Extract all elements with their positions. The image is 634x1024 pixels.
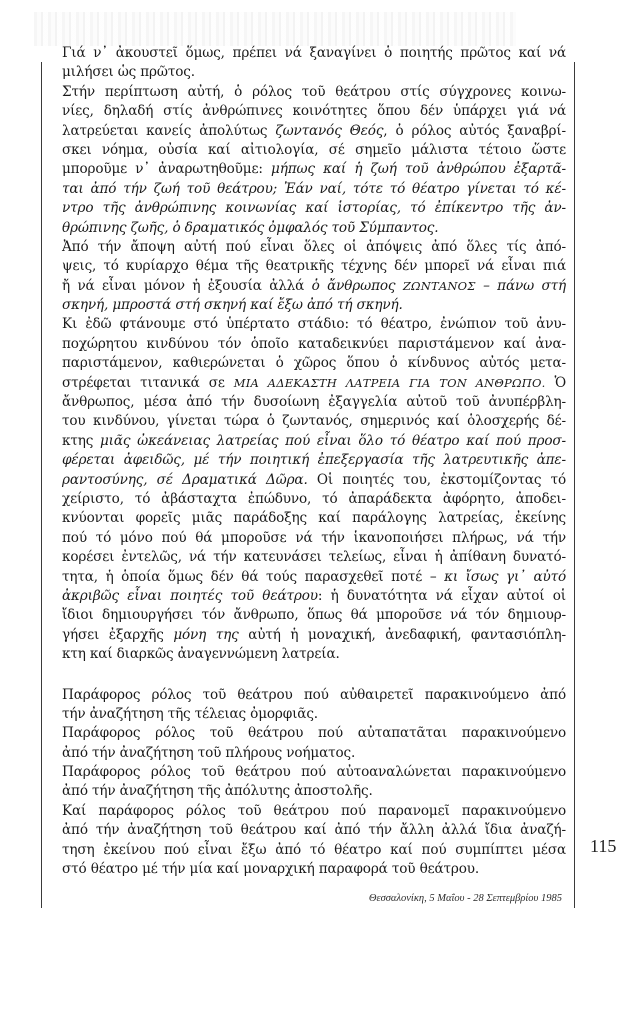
text-line bbox=[62, 686, 566, 705]
text-line bbox=[62, 277, 566, 296]
italic-run: ζωντανός Θεός bbox=[275, 122, 384, 139]
text-line bbox=[62, 374, 566, 393]
text-run: Ὁ bbox=[545, 374, 566, 391]
text-run: τηση ἐκείνου πού εἶναι ἔξω ἀπό τό θέατρο καί πού συμπίπτει μέσα bbox=[62, 841, 566, 858]
text-run: πού τό μόνο πού θά μποροῦσε νά τήν ἱκανοποιήσει πλήρως, νά τήν bbox=[62, 529, 566, 546]
small-caps-italic-run: ΖΩΝΤΑΝΟΣ bbox=[402, 278, 476, 293]
italic-run: ντρο τῆς ἀνθρώπινης κοινωνίας καί ἱστορίας, τό ἐπίκεντρο τῆς ἀν- bbox=[62, 200, 566, 217]
text-line bbox=[62, 821, 566, 840]
text-line bbox=[62, 412, 566, 431]
text-run: μποροῦμε ν᾽ ἀναρωτηθοῦμε: bbox=[62, 161, 272, 178]
text-line bbox=[62, 44, 566, 63]
text-run: νίες, δηλαδή στίς ἀνθρώπινες κοινότητες ὅπου δέν ὑπάρχει γιά νά bbox=[62, 103, 566, 120]
text-run: ἀπό τήν ἀναζήτηση τῆς ἀπόλυτης ἀποστολῆς. bbox=[62, 783, 373, 800]
text-line bbox=[62, 724, 566, 743]
small-caps-italic-run: ΜΙΑ ΑΔΕΚΑΣΤΗ ΛΑΤΡΕΙΑ ΓΙΑ ΤΟΝ ΑΝΘΡΩΠΟ. bbox=[233, 375, 546, 390]
text-line bbox=[62, 199, 566, 218]
text-line bbox=[62, 645, 566, 664]
text-run: , ὁ ρόλος αὐτός ξαναβρί- bbox=[383, 122, 566, 139]
text-run: τήν ἀναζήτηση τῆς τέλειας ὀμορφιᾶς. bbox=[62, 705, 318, 722]
text-line bbox=[62, 763, 566, 782]
text-line bbox=[62, 63, 566, 82]
text-run: αὐτή ἡ μοναχική, ἀνεδαφική, φαντασιόπλη- bbox=[238, 626, 566, 643]
italic-run: ται ἀπό τήν ζωή τοῦ θεάτρου; Ἐάν ναί, τότε τό θέατρο γίνεται τό κέ- bbox=[62, 180, 566, 197]
text-run: στό θέατρο μέ τήν μία καί μοναρχική παραφορά τοῦ θεάτρου. bbox=[62, 861, 480, 878]
text-run: κνύονται φορεῖς μιᾶς παράδοξης καί παράλογης λατρείας, ἐκείνης bbox=[62, 510, 566, 527]
text-line bbox=[62, 548, 566, 567]
text-line bbox=[62, 393, 566, 412]
text-line bbox=[62, 471, 566, 490]
text-line bbox=[62, 860, 566, 879]
text-line bbox=[62, 354, 566, 373]
text-run: Κι ἐδῶ φτάνουμε στό ὑπέρτατο στάδιο: τό θέατρο, ἐνώπιον τοῦ ἀνυ- bbox=[62, 316, 566, 333]
italic-run: ἀκριβῶς εἶναι ποιητές τοῦ θεάτρου bbox=[62, 587, 318, 604]
italic-run: ὁ ἄνθρωπος bbox=[311, 277, 403, 294]
text-run: ἄνθρωπος, μέσα ἀπό τήν δυσοίωνη ἐξαγγελία αὐτοῦ τοῦ ἀνυπέρβλη- bbox=[62, 394, 566, 411]
italic-run: θρώπινης ζωῆς, ὁ δραματικός ὀμφαλός τοῦ Σύμπαντος. bbox=[62, 219, 439, 236]
text-line bbox=[62, 315, 566, 334]
text-run: στρέφεται τιτανικά σε bbox=[62, 374, 234, 391]
left-margin-rule bbox=[41, 62, 42, 908]
text-run: λατρεύεται κανείς ἀπολύτως bbox=[62, 122, 276, 139]
text-line bbox=[62, 744, 566, 763]
text-run: ψεις, τό κυρίαρχο θέμα τῆς θεατρικῆς τέχνης δέν μπορεῖ νά εἶναι πιά bbox=[62, 258, 566, 275]
italic-run: μιᾶς ὠκεάνειας λατρείας πού εἶναι ὅλο τό θέατρο καί πού προσ- bbox=[100, 432, 566, 449]
text-line bbox=[62, 490, 566, 509]
text-run: Οἱ ποιητές του, ἐκστομίζοντας τό bbox=[307, 471, 566, 488]
text-line bbox=[62, 102, 566, 121]
text-run: ἀπό τήν ἀναζήτηση τοῦ θεάτρου καί ἀπό τήν ἄλλη ἀλλά ἴδια ἀναζή- bbox=[62, 822, 566, 839]
right-margin-rule bbox=[574, 62, 575, 908]
italic-run: μήπως καί ἡ ζωή τοῦ ἀνθρώπου ἐξαρτᾶ- bbox=[271, 161, 566, 178]
scan-bleed-through bbox=[34, 12, 516, 46]
text-run: ἴδιοι δημιουργήσει τόν ἄνθρωπο, ὅπως θά μποροῦσε νά τόν δημιουρ- bbox=[62, 607, 566, 624]
text-line bbox=[62, 841, 566, 860]
text-line bbox=[62, 160, 566, 179]
text-run: κτη καί διαρκῶς ἀναγεννώμενη λατρεία. bbox=[62, 646, 340, 663]
text-run: του κινδύνου, γίνεται τώρα ὁ ζωντανός, σημερινός καί ὁλοσχερής δέ- bbox=[62, 413, 566, 430]
text-line bbox=[62, 802, 566, 821]
text-run: Παράφορος ρόλος τοῦ θεάτρου πού αὐτοαναλώνεται παρακινούμενο bbox=[62, 764, 566, 781]
text-run: Στήν περίπτωση αὐτή, ὁ ρόλος τοῦ θεάτρου στίς σύγχρονες κοινω- bbox=[62, 83, 566, 100]
text-run: Καί παράφορος ρόλος τοῦ θεάτρου πού παρανομεῖ παρακινούμενο bbox=[62, 802, 566, 819]
text-run: : ἡ δυνατότητα νά εἶχαν αὐτοί οἱ bbox=[317, 587, 566, 604]
text-line bbox=[62, 587, 566, 606]
text-run: Γιά ν᾽ ἀκουστεῖ ὅμως, πρέπει νά ξαναγίνει ὁ ποιητής πρῶτος καί νά bbox=[62, 45, 566, 61]
text-run: Ἀπό τήν ἄποψη αὐτή πού εἶναι ὅλες οἱ ἀπόψεις ἀπό ὅλες τίς ἀπό- bbox=[62, 238, 566, 255]
italic-run: – πάνω στή bbox=[475, 277, 566, 294]
text-run: σκει νόημα, οὐσία καί αἰτιολογία, σέ σημεῖο μάλιστα τέτοιο ὥστε bbox=[62, 141, 566, 158]
text-run: Παράφορος ρόλος τοῦ θεάτρου πού αὐταπατᾶται παρακινούμενο bbox=[62, 725, 566, 742]
text-line bbox=[62, 568, 566, 587]
text-run: Παράφορος ρόλος τοῦ θεάτρου πού αὐθαιρετεῖ παρακινούμενο ἀπό bbox=[62, 686, 566, 703]
text-run: κτης bbox=[62, 432, 100, 449]
italic-run: κι ἴσως γι᾽ αὐτό bbox=[444, 568, 566, 585]
italic-run: σκηνή, μπροστά στή σκηνή καί ἔξω ἀπό τή σκηνή. bbox=[62, 297, 403, 314]
text-line bbox=[62, 296, 566, 315]
body-text bbox=[62, 44, 566, 879]
text-line bbox=[62, 529, 566, 548]
italic-run: ραντοσύνης, σέ Δραματικά Δῶρα. bbox=[62, 471, 308, 488]
page-number: 115 bbox=[590, 836, 617, 856]
text-run: γήσει ἐξαρχῆς bbox=[62, 626, 174, 643]
text-run: παριστάμενον, καθιερώνεται ὁ χῶρος ὅπου ὁ κίνδυνος αὐτός μετα- bbox=[62, 355, 566, 372]
text-line bbox=[62, 606, 566, 625]
place-date-signature: Θεσσαλονίκη, 5 Μαΐου - 28 Σεπτεμβρίου 1985 bbox=[368, 893, 562, 904]
italic-run: φέρεται ἀφειδῶς, μέ τήν ποιητική ἐπεξεργασία τῆς λατρευτικῆς ἀπε- bbox=[62, 452, 566, 469]
text-run: χείριστο, τό ἀβάσταχτα ἐπώδυνο, τό ἀπαράδεκτα ἀφόρητο, ἀποδει- bbox=[62, 490, 566, 507]
text-run: τητα, ἡ ὁποία ὅμως δέν θά τούς παρασχεθεῖ ποτέ – bbox=[62, 568, 445, 585]
text-run: κορέσει ἐντελῶς, νά τήν κατευνάσει τελείως, εἶναι ἡ ἀπίθανη δυνατό- bbox=[62, 549, 566, 566]
text-line bbox=[62, 626, 566, 645]
text-line bbox=[62, 451, 566, 470]
italic-run: μόνη της bbox=[173, 626, 239, 643]
text-line bbox=[62, 782, 566, 801]
text-line bbox=[62, 141, 566, 160]
text-line bbox=[62, 335, 566, 354]
text-line bbox=[62, 257, 566, 276]
text-line bbox=[62, 83, 566, 102]
text-line bbox=[62, 238, 566, 257]
text-run: μιλήσει ὡς πρῶτος. bbox=[62, 64, 195, 81]
text-line bbox=[62, 432, 566, 451]
text-line bbox=[62, 219, 566, 238]
text-run: ἤ νά εἶναι μόνον ἡ ἐξουσία ἀλλά bbox=[62, 277, 312, 294]
text-line bbox=[62, 705, 566, 724]
text-line bbox=[62, 509, 566, 528]
text-line bbox=[62, 180, 566, 199]
paragraph-gap bbox=[62, 665, 566, 686]
text-run: ἀπό τήν ἀναζήτηση τοῦ πλήρους νοήματος. bbox=[62, 744, 356, 761]
text-run: ποχώρητου κινδύνου τόν ὁποῖο καταδεικνύει παριστάμενον καί ἀνα- bbox=[62, 335, 566, 352]
text-line bbox=[62, 122, 566, 141]
